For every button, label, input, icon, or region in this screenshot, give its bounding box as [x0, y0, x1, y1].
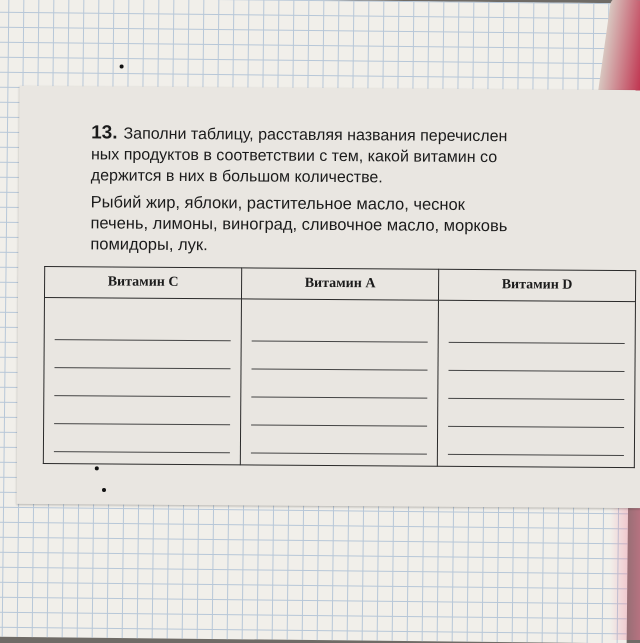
instruction-line-2: ных продуктов в соответствии с тем, какой витамин со — [90, 146, 498, 167]
header-vitamin-a: Витамин A — [241, 268, 438, 300]
answer-line[interactable] — [449, 315, 625, 344]
column-vitamin-c[interactable] — [43, 298, 241, 465]
answer-line[interactable] — [448, 343, 624, 372]
products-list — [90, 192, 630, 259]
instruction-line-1: Заполни таблицу, расставляя названия перечислен — [123, 125, 508, 146]
answer-line[interactable] — [55, 312, 231, 341]
answer-line[interactable] — [252, 313, 428, 342]
answer-line[interactable] — [251, 341, 427, 370]
dot-mark — [120, 65, 124, 69]
header-vitamin-d: Витамин D — [438, 269, 635, 301]
answer-line[interactable] — [448, 399, 624, 428]
answer-line[interactable] — [448, 371, 624, 400]
column-vitamin-a[interactable] — [240, 299, 438, 466]
worksheet — [17, 86, 640, 508]
task-block — [90, 122, 631, 259]
answer-line[interactable] — [448, 427, 624, 456]
answer-line[interactable] — [54, 368, 230, 397]
dot-mark — [95, 466, 99, 470]
products-line-1: Рыбий жир, яблоки, растительное масло, чеснок — [90, 193, 465, 214]
dot-mark — [102, 488, 106, 492]
answer-line[interactable] — [251, 397, 427, 426]
answer-line[interactable] — [251, 425, 427, 454]
answer-line[interactable] — [251, 369, 427, 398]
answer-line[interactable] — [54, 424, 230, 453]
answer-line[interactable] — [54, 340, 230, 369]
instruction-line-3: держится в них в большом количестве. — [90, 167, 383, 187]
products-line-2: печень, лимоны, виноград, сливочное масло, морковь — [90, 214, 508, 236]
header-vitamin-c: Витамин C — [44, 267, 241, 299]
products-line-3: помидоры, лук. — [90, 235, 208, 255]
instruction — [91, 122, 631, 190]
task-number: 13. — [91, 122, 118, 144]
vitamin-table — [43, 266, 636, 468]
answer-line[interactable] — [54, 396, 230, 425]
column-vitamin-d[interactable] — [437, 300, 635, 467]
